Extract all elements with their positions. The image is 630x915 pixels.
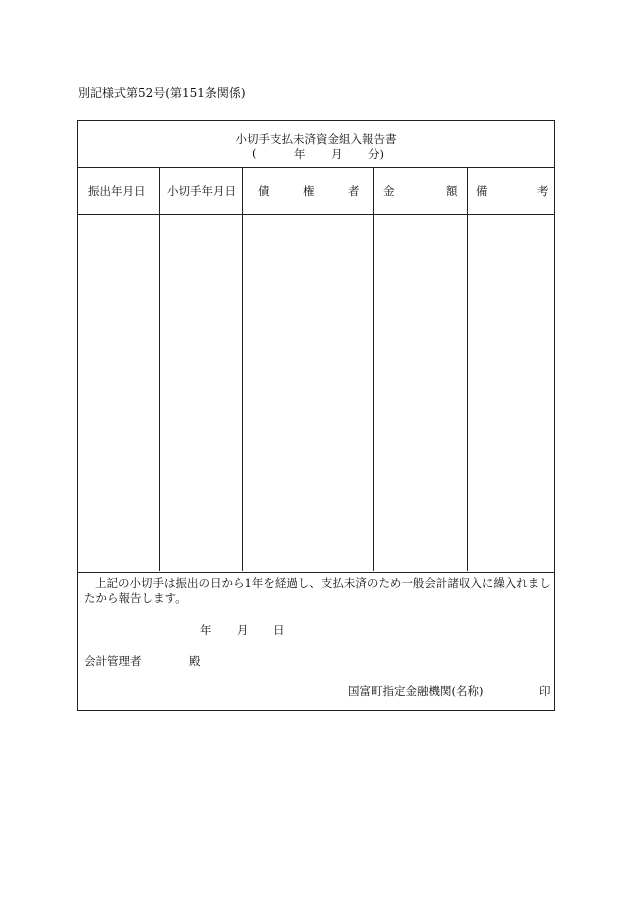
column-divider-1 (159, 168, 160, 571)
statement-section (78, 572, 554, 712)
column-header-creditor-1: 債 (258, 184, 270, 198)
date-day-label: 日 (273, 623, 285, 637)
statement-text: 上記の小切手は振出の日から1年を経過し、支払未済のため一般会計諸収入に繰入れましたから報告します。 (84, 576, 551, 605)
form-title: 小切手支払未済資金組入報告書 (235, 132, 397, 146)
institution-name-label: 国富町指定金融機関(名称) (348, 684, 484, 698)
seal-label: 印 (539, 684, 551, 698)
form-number: 別記様式第52号(第151条関係) (78, 86, 246, 100)
title-block (78, 121, 554, 168)
column-header-creditor-2: 権 (303, 184, 315, 198)
period-year-label: 年 (294, 147, 306, 161)
column-divider-2 (242, 168, 243, 571)
period-open-paren: ( (252, 146, 257, 160)
date-month-label: 月 (237, 623, 249, 637)
period-month-label: 月 (331, 147, 343, 161)
report-form (77, 120, 555, 711)
date-year-label: 年 (200, 623, 212, 637)
column-header-amount-2: 額 (446, 184, 458, 198)
column-header-amount-1: 金 (383, 184, 395, 198)
addressee-title: 会計管理者 (84, 654, 142, 668)
column-header-check-date: 小切手年月日 (167, 184, 236, 198)
addressee-honorific: 殿 (189, 654, 201, 668)
column-header-creditor-3: 者 (348, 184, 360, 198)
column-header-remarks-2: 考 (537, 184, 549, 198)
period-close-label: 分) (368, 147, 384, 161)
column-header-issue-date: 振出年月日 (88, 184, 146, 198)
column-header-remarks-1: 備 (476, 184, 488, 198)
table-header-row (78, 168, 554, 215)
column-divider-4 (467, 168, 468, 571)
column-divider-3 (373, 168, 374, 571)
